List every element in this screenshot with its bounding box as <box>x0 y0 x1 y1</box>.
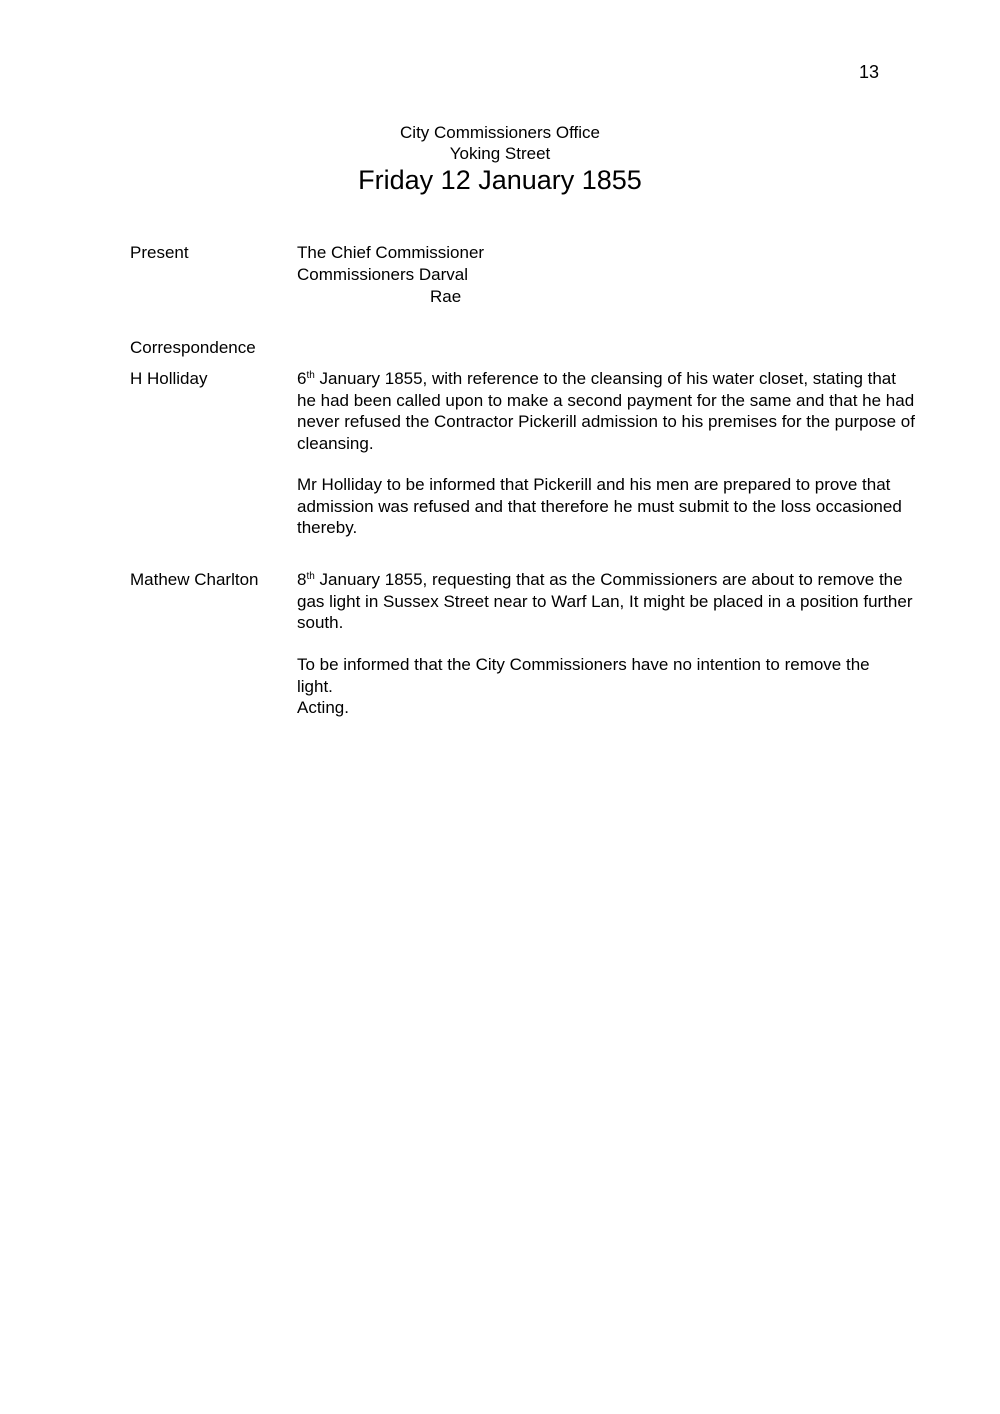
present-label: Present <box>130 243 189 262</box>
correspondence-heading: Correspondence <box>130 338 256 357</box>
acting-note: Acting. <box>297 698 349 717</box>
resolution: Mr Holliday to be informed that Pickerill and his men are prepared to prove that admission was refused and that therefore he must submit to the loss occasioned thereby. <box>297 475 902 537</box>
letter-day-suffix: th <box>306 571 315 582</box>
letter-summary <box>297 569 917 634</box>
resolution: To be informed that the City Commissioners have no intention to remove the light. <box>297 655 870 696</box>
present-line-commissioners: Commissioners Darval <box>297 265 468 284</box>
letter-text: January 1855, with reference to the cleansing of his water closet, stating that he had been called upon to make a second payment for the same and that he had never refused the Contractor Pickerill admission to his premises for the purpose of cleansing. <box>297 369 915 453</box>
office-street: Yoking Street <box>449 144 551 163</box>
letter-summary <box>297 368 917 454</box>
present-line-rae: Rae <box>430 287 462 306</box>
page-number: 13 <box>858 62 879 82</box>
letter-day: 6 <box>297 369 307 388</box>
letter-day-suffix: th <box>306 370 315 381</box>
letter-day: 8 <box>297 570 307 589</box>
letter-text: January 1855, requesting that as the Commissioners are about to remove the gas light in Sussex Street near to Warf Lan, It might be placed in a position further south. <box>297 570 913 632</box>
correspondent-name: Mathew Charlton <box>130 570 259 589</box>
office-name: City Commissioners Office <box>400 123 600 142</box>
meeting-date: Friday 12 January 1855 <box>358 165 642 195</box>
present-line-chief: The Chief Commissioner <box>297 243 485 262</box>
correspondent-name: H Holliday <box>130 369 208 388</box>
